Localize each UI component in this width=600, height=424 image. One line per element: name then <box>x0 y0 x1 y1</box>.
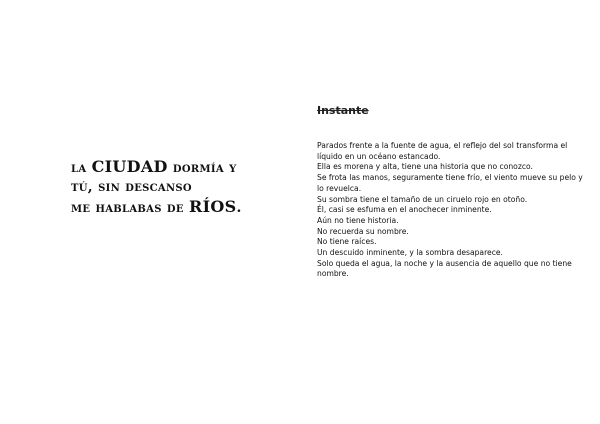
poem-paragraph: No tiene raíces. <box>317 237 377 247</box>
quote-line-2 <box>71 178 271 197</box>
epigraph-quote <box>71 157 271 218</box>
poem-paragraph: Aún no tiene historia. <box>317 215 399 225</box>
quote-emphasis-rios: RÍOS <box>189 197 237 216</box>
quote-text: dormía y <box>167 160 237 176</box>
poem-paragraph: Su sombra tiene el tamaño de un ciruelo rojo en otoño. <box>317 194 528 204</box>
poem-paragraph: Solo queda el agua, la noche y la ausencia de aquello que no tiene nombre. <box>317 258 572 279</box>
quote-emphasis-ciudad: CIUDAD <box>91 157 168 176</box>
poem-paragraph: Se frota las manos, seguramente tiene frío, el viento mueve su pelo y lo revuelca. <box>317 173 583 193</box>
quote-line-1 <box>71 157 271 178</box>
quote-text: . <box>236 200 242 216</box>
quote-text: tú, sin descanso <box>71 179 192 195</box>
quote-text: la <box>71 160 92 176</box>
quote-text: me hablabas de <box>71 200 189 216</box>
poem-paragraph: No recuerda su nombre. <box>317 226 409 236</box>
poem-paragraph: Ella es morena y alta, tiene una historia que no conozco. <box>317 162 533 172</box>
poem-paragraph: Parados frente a la fuente de agua, el reflejo del sol transforma el líquido en un océano estancado. <box>317 141 568 161</box>
poem-body <box>317 141 583 280</box>
poem-paragraph: Un descuido inminente, y la sombra desaparece. <box>317 248 503 258</box>
poem-title: Instante <box>317 104 369 117</box>
quote-line-3 <box>71 197 271 218</box>
poem-paragraph: Él, casi se esfuma en el anochecer inminente. <box>317 205 492 215</box>
